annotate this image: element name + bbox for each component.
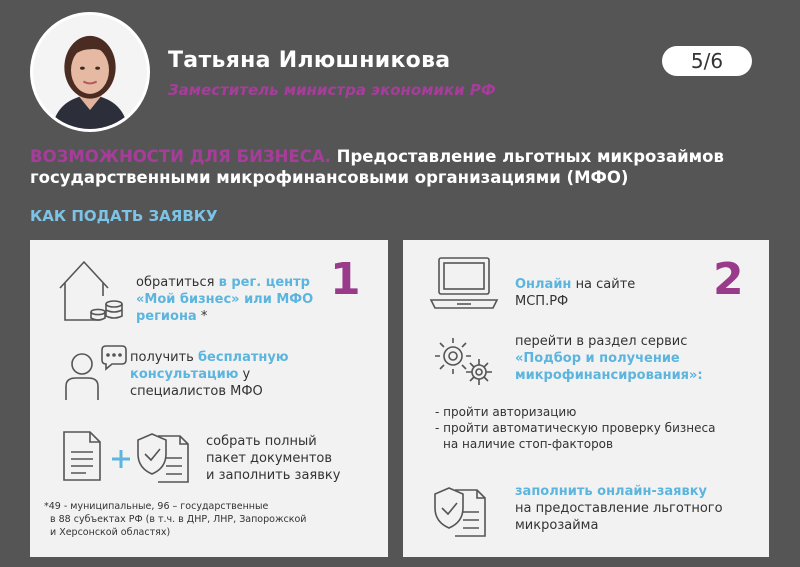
step1-item2-text: получить бесплатную консультацию у специалистов МФО [130,350,289,399]
footnote: *49 - муниципальные, 96 – государственные в 88 субъектах РФ (в т.ч. в ДНР, ЛНР, Запорожской и Херсонской областях) [44,501,307,538]
step-card-1 [30,240,388,557]
gears-icon [431,334,497,388]
headline-accent: ВОЗМОЖНОСТИ ДЛЯ БИЗНЕСА. [30,147,331,166]
step2-item1-text: Онлайн на сайте МСП.РФ [515,277,636,309]
speaker-name: Татьяна Илюшникова [168,48,451,73]
laptop-icon [429,256,499,310]
consultation-icon [62,344,132,402]
step2-bullets: - пройти авторизацию - пройти автоматическую проверку бизнеса на наличие стоп-факторов [435,405,716,451]
step-card-2 [403,240,769,557]
speaker-role: Заместитель министра экономики РФ [168,81,496,99]
document-icon [62,430,102,482]
page-indicator: 5/6 [662,46,752,76]
person-photo-icon [33,15,147,129]
step1-item3-text: собрать полный пакет документов и заполнить заявку [206,434,341,483]
headline-text: Предоставление льготных микрозаймов государственными микрофинансовыми организациями (МФО) [30,147,724,187]
step1-item1-text: обратиться в рег. центр «Мой бизнес» или МФО региона * [136,275,314,324]
shield-check-document-icon-2 [433,484,489,540]
house-coins-icon [56,256,136,324]
shield-check-document-icon [136,430,192,486]
step-number-1: 1 [330,254,361,305]
headline [30,146,780,188]
speaker-avatar [30,12,150,132]
step2-item3-text: заполнить онлайн-заявку на предоставление льготного микрозайма [515,484,723,533]
step2-item2-text: перейти в раздел сервис «Подбор и получение микрофинансирования»: [515,334,703,383]
section-subhead: КАК ПОДАТЬ ЗАЯВКУ [30,207,218,225]
plus-icon [110,448,132,470]
step-number-2: 2 [713,254,744,305]
